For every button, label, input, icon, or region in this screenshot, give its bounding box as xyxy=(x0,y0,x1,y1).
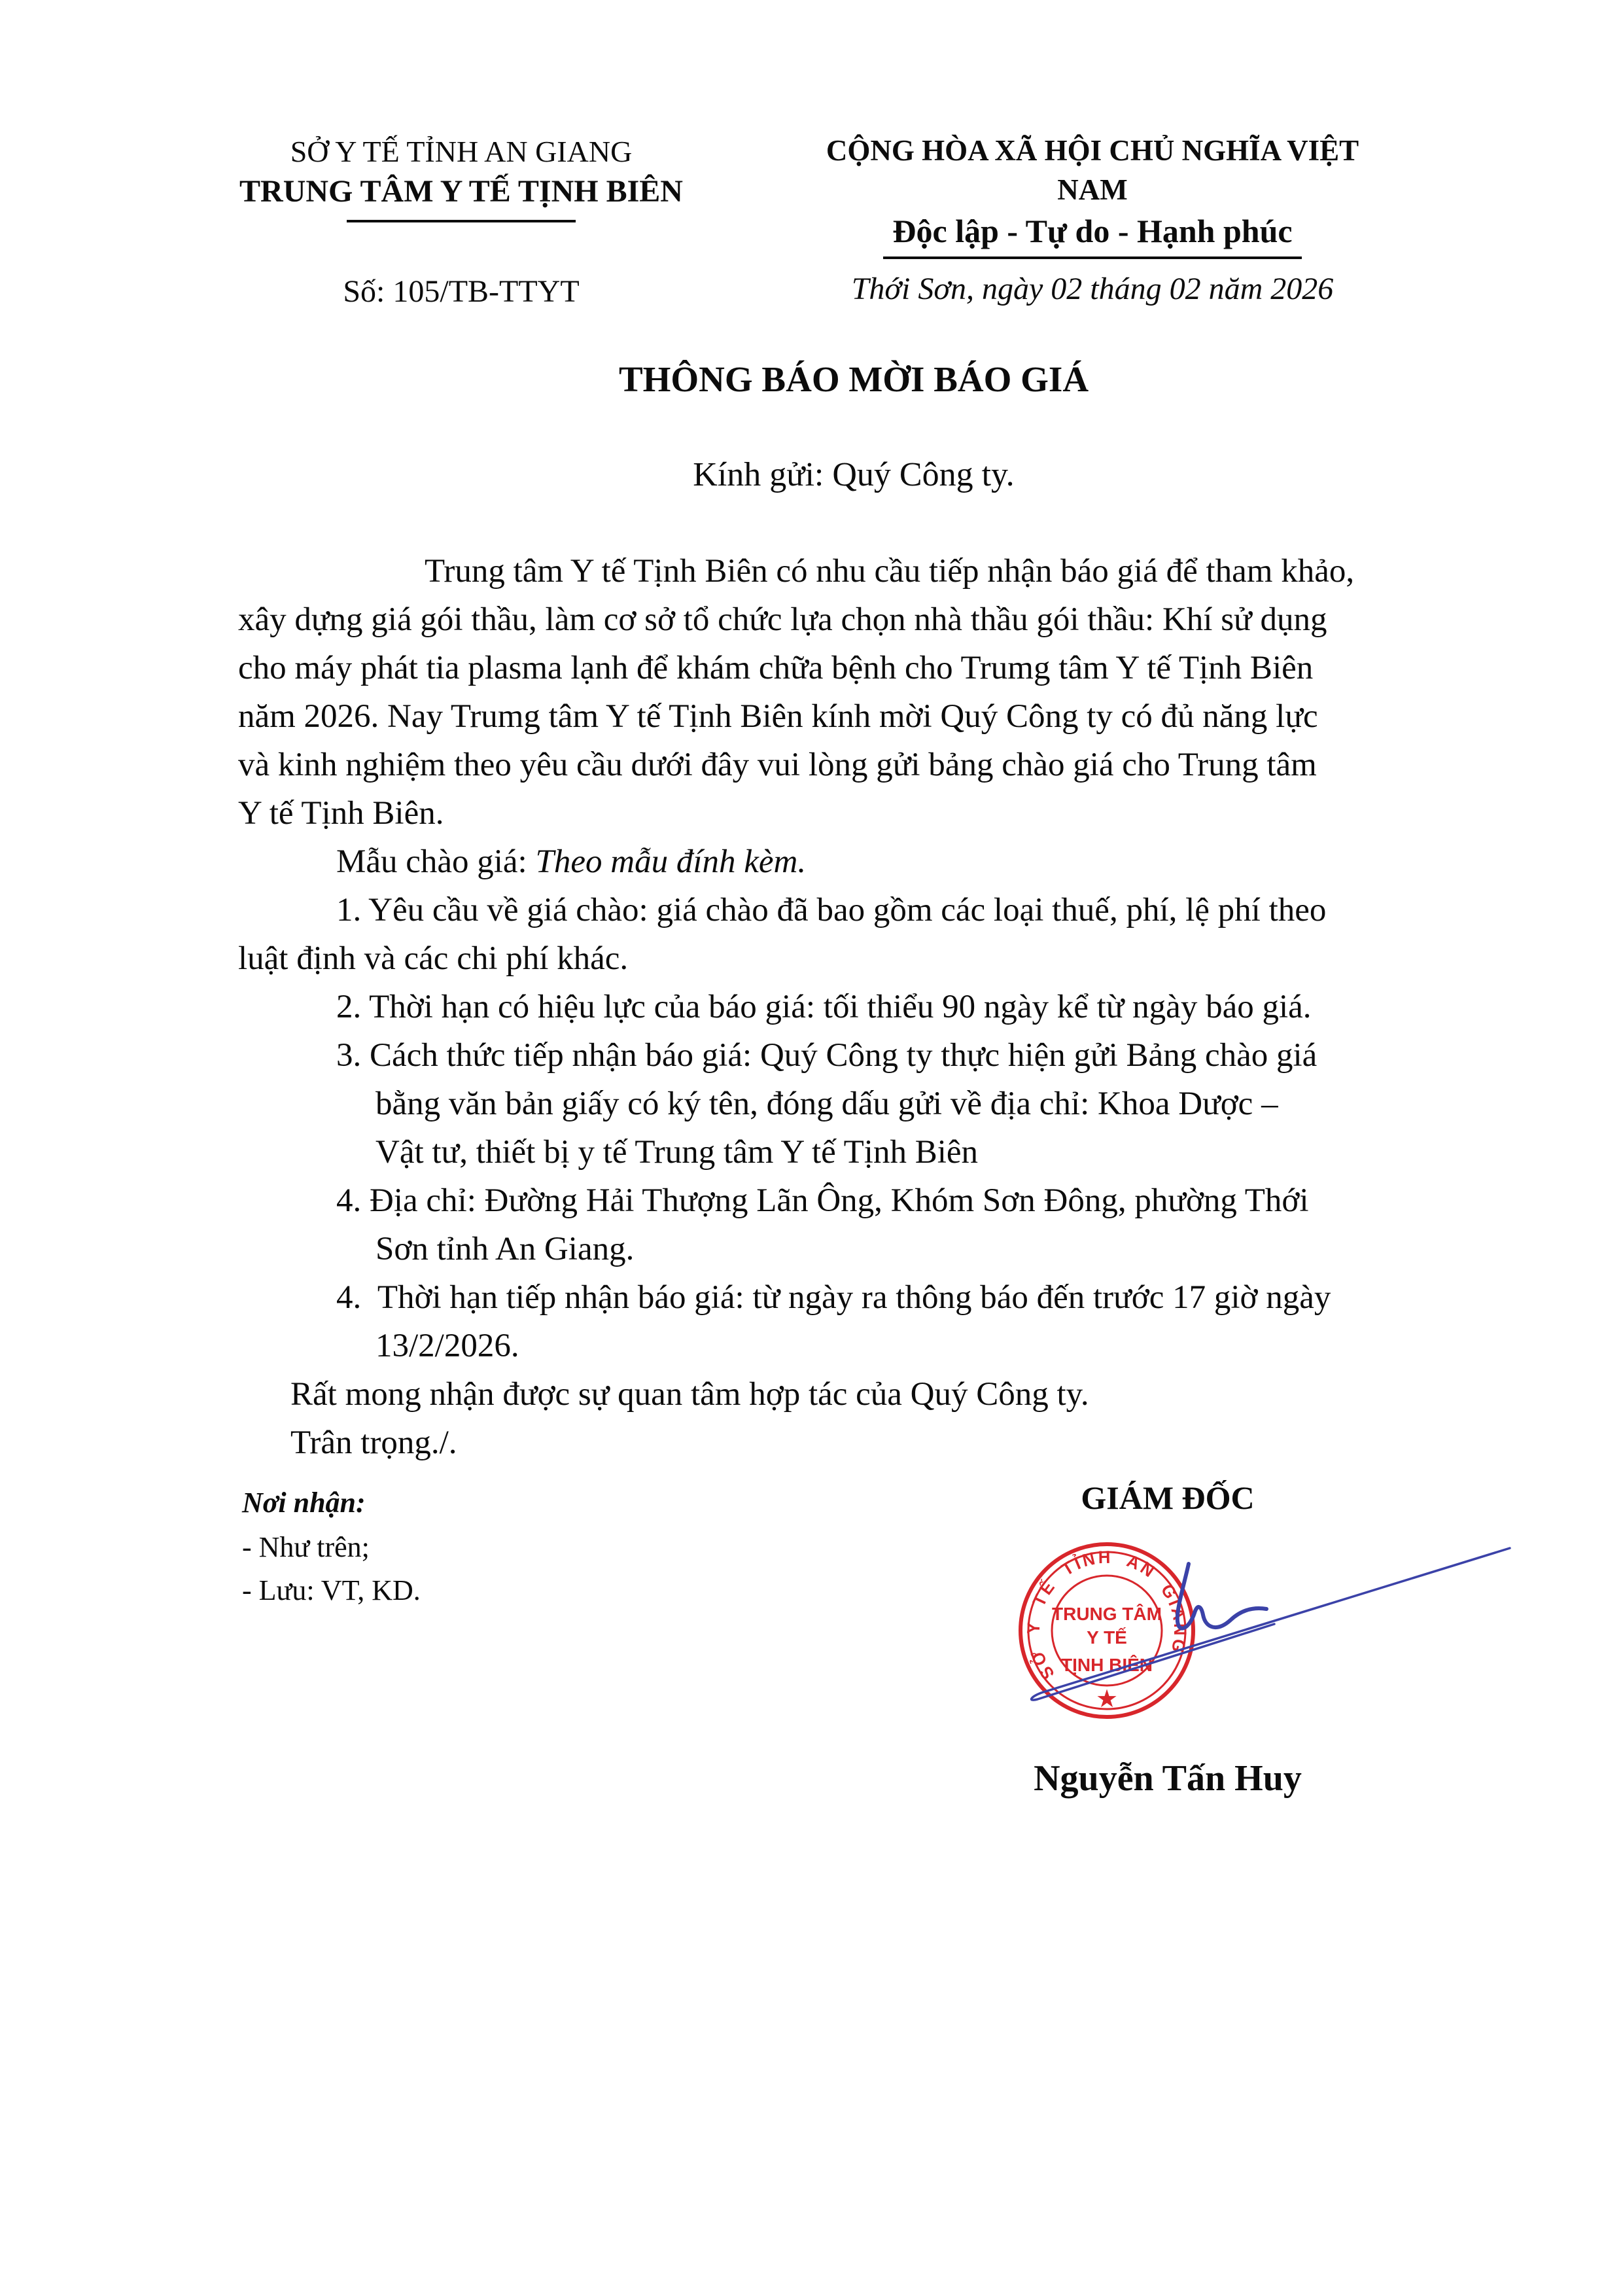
signer-name: Nguyễn Tấn Huy xyxy=(1034,1758,1302,1799)
national-header-rule xyxy=(883,256,1302,259)
quote-form-label: Mẫu chào giá: xyxy=(336,843,536,880)
document-title: THÔNG BÁO MỜI BÁO GIÁ xyxy=(618,359,1089,399)
item-4-address-line: 4. Địa chỉ: Đường Hải Thượng Lãn Ông, Khóm Sơn Đông, phường Thới xyxy=(336,1182,1309,1219)
item-1-line: luật định và các chi phí khác. xyxy=(238,940,629,977)
recipients-block xyxy=(242,1480,700,1612)
national-header xyxy=(821,131,1364,259)
document-number: Số: 105/TB-TTYT xyxy=(343,274,580,309)
handwritten-signature xyxy=(968,1505,1531,1727)
item-3-line: bằng văn bản giấy có ký tên, đóng dấu gửi về địa chỉ: Khoa Dược – xyxy=(375,1086,1278,1122)
item-3-line: Vật tư, thiết bị y tế Trung tâm Y tế Tịnh Biên xyxy=(375,1134,979,1171)
closing-line: Trân trọng./. xyxy=(290,1424,457,1461)
paragraph-line: năm 2026. Nay Trumg tâm Y tế Tịnh Biên kính mời Quý Công ty có đủ năng lực xyxy=(238,698,1318,735)
paragraph-line: cho máy phát tia plasma lạnh để khám chữa bệnh cho Trumg tâm Y tế Tịnh Biên xyxy=(238,650,1314,686)
org-name: TRUNG TÂM Y TẾ TỊNH BIÊN xyxy=(239,174,683,209)
paragraph-line: Y tế Tịnh Biên. xyxy=(238,795,444,832)
national-motto: Độc lập - Tự do - Hạnh phúc xyxy=(892,213,1293,249)
org-header xyxy=(196,132,726,222)
stamp-outer-text: SỞ Y TẾ TỈNH AN GIANG xyxy=(1023,1547,1191,1684)
stamp-star-icon: ★ xyxy=(1095,1686,1119,1713)
quote-form-line xyxy=(238,838,1469,886)
national-title: CỘNG HÒA XÃ HỘI CHỦ NGHĨA VIỆT NAM xyxy=(826,134,1359,206)
signer-position: GIÁM ĐỐC xyxy=(1081,1479,1255,1516)
recipient-item: - Lưu: VT, KD. xyxy=(242,1574,421,1606)
item-4-deadline-line: 13/2/2026. xyxy=(375,1328,519,1364)
document-body xyxy=(238,547,1469,1467)
paragraph-line: xây dựng giá gói thầu, làm cơ sở tổ chức lựa chọn nhà thầu gói thầu: Khí sử dụng xyxy=(238,601,1327,638)
item-1-line: 1. Yêu cầu về giá chào: giá chào đã bao gồm các loại thuế, phí, lệ phí theo xyxy=(336,892,1327,928)
salutation: Kính gửi: Quý Công ty. xyxy=(693,456,1015,493)
signature-icon xyxy=(968,1505,1531,1727)
item-2-line: 2. Thời hạn có hiệu lực của báo giá: tối thiểu 90 ngày kể từ ngày báo giá. xyxy=(336,989,1312,1025)
org-header-rule xyxy=(347,220,576,222)
item-4-address-line: Sơn tỉnh An Giang. xyxy=(375,1231,635,1267)
stamp-inner-line: TRUNG TÂM xyxy=(1052,1604,1162,1624)
paragraph-line: và kinh nghiệm theo yêu cầu dưới đây vui lòng gửi bảng chào giá cho Trung tâm xyxy=(238,747,1317,783)
stamp-inner-line: TỊNH BIÊN xyxy=(1061,1655,1153,1675)
item-4-deadline-line: 4. Thời hạn tiếp nhận báo giá: từ ngày ra thông báo đến trước 17 giờ ngày xyxy=(336,1279,1331,1316)
place-date-line: Thới Sơn, ngày 02 tháng 02 năm 2026 xyxy=(851,272,1334,306)
org-parent-name: SỞ Y TẾ TỈNH AN GIANG xyxy=(290,135,633,168)
stamp-inner-line: Y TẾ xyxy=(1087,1627,1127,1648)
closing-line: Rất mong nhận được sự quan tâm hợp tác của Quý Công ty. xyxy=(290,1376,1089,1413)
quote-form-value: Theo mẫu đính kèm. xyxy=(535,843,807,880)
item-3-line: 3. Cách thức tiếp nhận báo giá: Quý Công ty thực hiện gửi Bảng chào giá xyxy=(336,1037,1318,1074)
paragraph-line: Trung tâm Y tế Tịnh Biên có nhu cầu tiếp nhận báo giá để tham khảo, xyxy=(425,553,1355,590)
recipients-label: Nơi nhận: xyxy=(242,1487,366,1519)
recipient-item: - Như trên; xyxy=(242,1531,370,1563)
